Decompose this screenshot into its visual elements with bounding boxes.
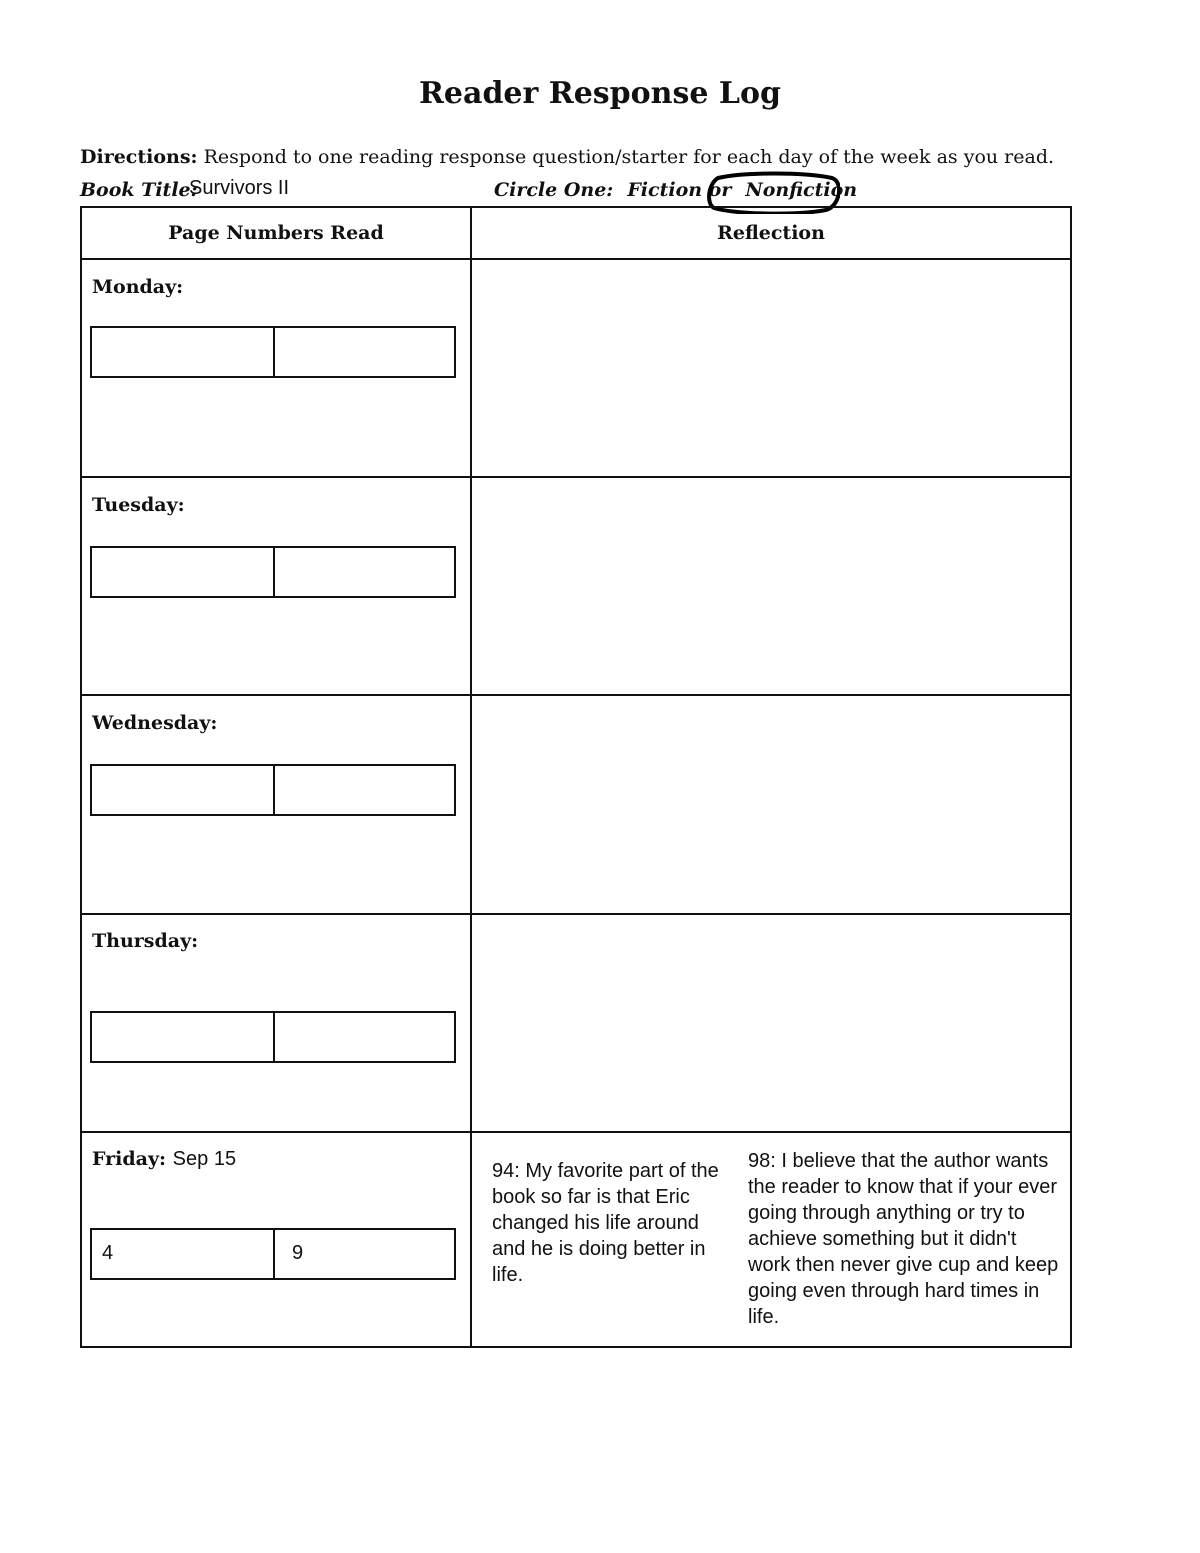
friday-reflection-right[interactable]: 98: I believe that the author wants the reader to know that if your ever going through anything or try to achieve something but it didn't work then never give cup and keep going even through hard times in life. xyxy=(748,1150,1059,1328)
genre-option-fiction[interactable]: Fiction or xyxy=(627,179,732,201)
page-range-thursday[interactable] xyxy=(90,1011,456,1063)
row-divider xyxy=(82,1131,1070,1133)
directions-line xyxy=(80,146,1054,168)
page-range-wednesday[interactable] xyxy=(90,764,456,816)
header-page-numbers: Page Numbers Read xyxy=(168,222,384,244)
friday-reflection-left[interactable]: 94: My favorite part of the book so far is that Eric changed his life around and he is doing better in life. xyxy=(492,1160,719,1286)
page-range-tuesday[interactable] xyxy=(90,546,456,598)
row-divider xyxy=(82,913,1070,915)
reading-log-table xyxy=(80,206,1072,1348)
directions-text: Respond to one reading response question/starter for each day of the week as you read. xyxy=(197,146,1055,168)
day-label-wednesday: Wednesday: xyxy=(92,712,218,734)
day-label-tuesday: Tuesday: xyxy=(92,494,185,516)
page-start[interactable]: 4 xyxy=(102,1242,114,1264)
directions-label: Directions: xyxy=(80,146,198,168)
row-divider xyxy=(82,476,1070,478)
day-label-monday: Monday: xyxy=(92,276,184,298)
page-range-friday[interactable] xyxy=(90,1228,456,1280)
book-title-label: Book Title: xyxy=(80,179,198,201)
header-divider xyxy=(82,258,1070,260)
genre-option-nonfiction[interactable]: Nonfiction xyxy=(745,179,858,201)
header-reflection: Reflection xyxy=(717,222,825,244)
page-title: Reader Response Log xyxy=(419,76,781,111)
day-label-friday: Friday: Sep 15 xyxy=(92,1148,237,1170)
row-divider xyxy=(82,694,1070,696)
genre-label: Circle One: xyxy=(494,179,614,201)
book-title-value[interactable]: Survivors II xyxy=(189,177,290,199)
friday-date[interactable]: Sep 15 xyxy=(172,1148,237,1170)
page-range-monday[interactable] xyxy=(90,326,456,378)
day-label-thursday: Thursday: xyxy=(92,930,199,952)
page-end[interactable]: 9 xyxy=(292,1242,304,1264)
column-divider xyxy=(470,208,472,1346)
book-info-row xyxy=(80,177,1080,205)
